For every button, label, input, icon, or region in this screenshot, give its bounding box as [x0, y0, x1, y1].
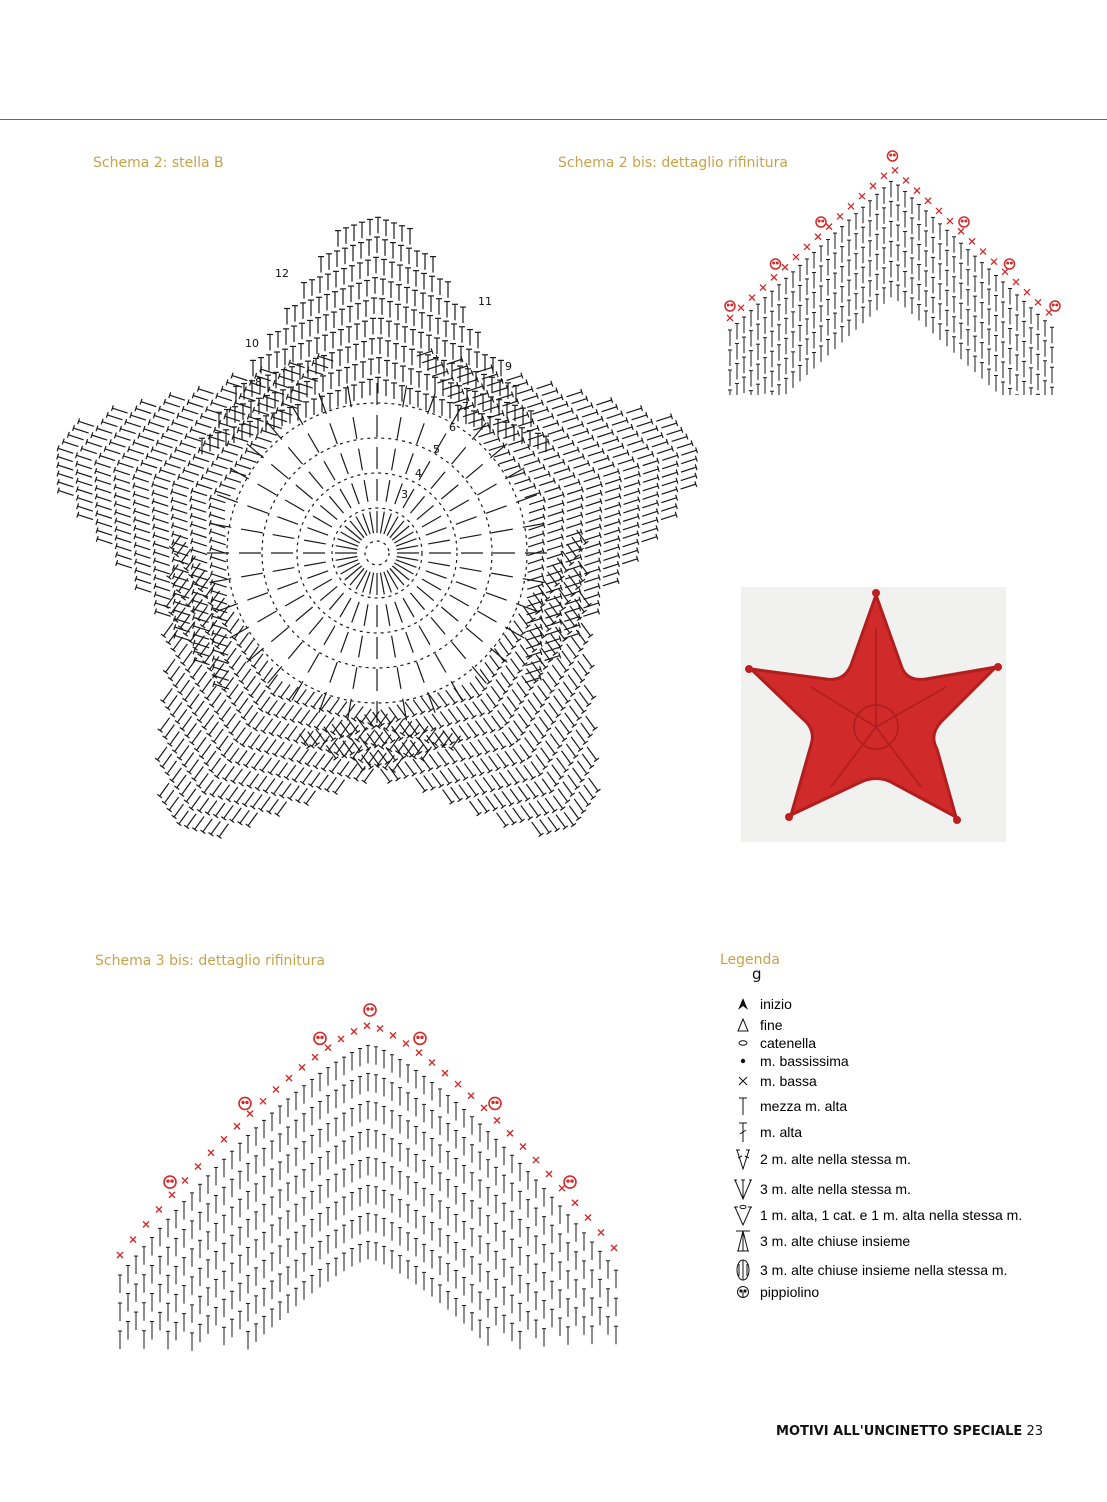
legend-label: fine [760, 1017, 783, 1033]
legend-item [730, 1178, 911, 1200]
legend-item [730, 1096, 847, 1116]
schema3bis-detail-diagram [105, 975, 635, 1365]
cluster-icon [730, 1258, 756, 1282]
legend-item [730, 1284, 819, 1300]
round-number: 9 [505, 360, 512, 373]
legend-label: m. alta [760, 1124, 803, 1140]
star-chart-diagram [25, 180, 725, 870]
legend-label: m. bassissima [760, 1053, 849, 1069]
three-dc-same-icon [730, 1178, 756, 1200]
round-number: 10 [245, 337, 259, 350]
legend-item [730, 1053, 849, 1069]
legend-label: 3 m. alte chiuse insieme nella stessa m. [760, 1262, 1008, 1278]
round-number: 11 [478, 295, 492, 308]
half-double-icon [730, 1096, 756, 1116]
legend-item [730, 1017, 783, 1033]
legend-label: m. bassa [760, 1073, 817, 1089]
legend-label: mezza m. alta [760, 1098, 848, 1114]
chain-icon [730, 1038, 756, 1048]
schema2bis-detail-diagram [705, 140, 1070, 395]
single-crochet-icon [730, 1075, 756, 1087]
end-triangle-icon [730, 1018, 756, 1032]
legend-label: 1 m. alta, 1 cat. e 1 m. alta nella stessa m. [760, 1207, 1023, 1223]
magazine-title: MOTIVI ALL'UNCINETTO SPECIALE [776, 1424, 1023, 1439]
round-number: 5 [433, 443, 440, 456]
round-number: 12 [275, 267, 289, 280]
dc3tog-icon [730, 1230, 756, 1252]
legend-item [730, 1204, 1022, 1226]
caption-schema2bis: Schema 2 bis: dettaglio rifinitura [558, 155, 788, 171]
legend-label: catenella [760, 1035, 817, 1051]
legend-label: 3 m. alte nella stessa m. [760, 1181, 911, 1197]
caption-schema2: Schema 2: stella B [93, 155, 224, 171]
caption-schema3bis: Schema 3 bis: dettaglio rifinitura [95, 953, 325, 969]
legend-item [730, 1121, 802, 1143]
legend-item [730, 1073, 817, 1089]
slip-stitch-icon [730, 1057, 756, 1065]
legend-label: 2 m. alte nella stessa m. [760, 1151, 911, 1167]
v-stitch-icon [730, 1204, 756, 1226]
round-number: 6 [449, 421, 456, 434]
legend-label: 3 m. alte chiuse insieme [760, 1233, 911, 1249]
red-star-icon [741, 587, 1006, 842]
legend-item [730, 1230, 910, 1252]
start-arrow-icon [730, 997, 756, 1011]
double-crochet-icon [730, 1121, 756, 1143]
legend-label: pippiolino [760, 1284, 820, 1300]
legend-label: inizio [760, 996, 792, 1012]
picot-icon [730, 1285, 756, 1299]
legend-item [730, 1258, 1007, 1282]
two-dc-same-icon [730, 1148, 756, 1170]
page-number: 23 [1026, 1424, 1043, 1439]
round-number: 7 [462, 400, 469, 413]
round-number: 3 [401, 488, 408, 501]
page-footer [776, 1424, 1043, 1439]
top-rule [0, 119, 1107, 120]
round-number: 8 [255, 376, 262, 389]
round-number: 4 [415, 467, 422, 480]
legend-title: Legenda [720, 952, 781, 968]
legend [720, 952, 1100, 982]
finished-star-photo [741, 587, 1006, 842]
legend-item [730, 1035, 816, 1051]
legend-item [730, 1148, 911, 1170]
legend-subtitle: g [752, 965, 762, 983]
legend-item [730, 996, 792, 1012]
